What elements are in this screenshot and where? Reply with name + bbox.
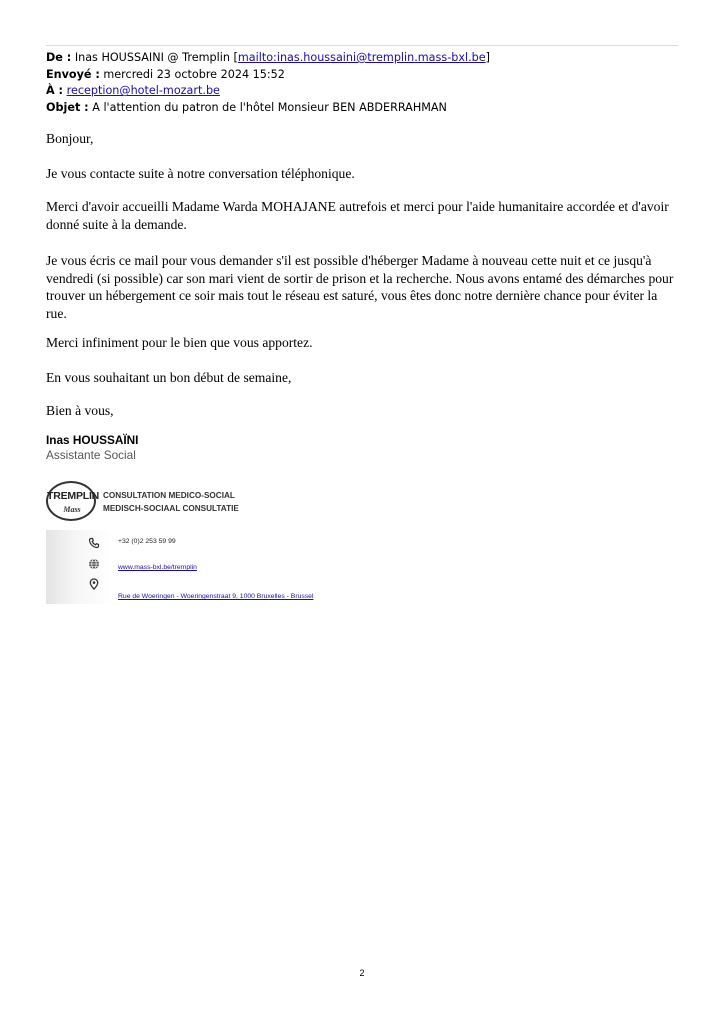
closing-line: Bien à vous, <box>46 403 114 418</box>
website-link[interactable]: www.mass-bxl.be/tremplin <box>118 564 197 571</box>
to-email-link[interactable]: reception@hotel-mozart.be <box>66 84 220 98</box>
logo-line-2: MEDISCH-SOCIAAL CONSULTATIE <box>103 504 239 513</box>
merci-paragraph: Merci infiniment pour le bien que vous apportez. <box>46 335 313 350</box>
request-paragraph: Je vous écris ce mail pour vous demander s'il est possible d'héberger Madame à nouveau cette nuit et ce jusqu'à vendredi (si possible) car son mari vient de sortir de prison et la recherche. Nous avons entamé des démarches pour trouver un hébergement ce soir mais tout le réseau est saturé, vous êtes donc notre dernière chance pour éviter la rue. <box>46 253 674 321</box>
header-divider <box>46 45 678 46</box>
phone-icon <box>88 537 100 549</box>
from-link-open: [ <box>233 51 238 64</box>
page-number: 2 <box>359 968 365 978</box>
sent-label: Envoyé : <box>46 67 100 81</box>
to-row <box>46 83 686 100</box>
phone-number: +32 (0)2 253 59 99 <box>118 538 176 545</box>
logo-word: TREMPLIN <box>47 490 100 502</box>
from-row <box>46 50 686 67</box>
to-label: À : <box>46 84 64 98</box>
logo-line-1: CONSULTATION MEDICO-SOCIAL <box>103 491 235 500</box>
intro-paragraph: Je vous contacte suite à notre conversation téléphonique. <box>46 166 355 181</box>
from-link-close: ] <box>485 51 490 64</box>
signature-name: Inas HOUSSAÏNI <box>46 433 139 447</box>
sent-row <box>46 67 686 84</box>
subject-row <box>46 100 686 117</box>
sent-value: mercredi 23 octobre 2024 15:52 <box>103 67 285 81</box>
thanks-paragraph: Merci d'avoir accueilli Madame Warda MOHAJANE autrefois et merci pour l'aide humanitaire accordée et d'avoir donné suite à la demande. <box>46 199 669 232</box>
from-label: De : <box>46 51 72 64</box>
logo-sub: Mass <box>63 505 81 514</box>
subject-label: Objet : <box>46 101 89 115</box>
wish-paragraph: En vous souhaitant un bon début de semaine, <box>46 370 292 385</box>
signature-side-strip <box>46 530 112 604</box>
location-pin-icon <box>88 578 100 590</box>
signature-role: Assistante Social <box>46 448 136 462</box>
address-link[interactable]: Rue de Woeringen - Woeringenstraat 9, 1000 Bruxelles - Brussel <box>118 593 314 600</box>
subject-value: A l'attention du patron de l'hôtel Monsieur BEN ABDERRAHMAN <box>92 101 447 115</box>
from-value: Inas HOUSSAINI @ Tremplin <box>74 51 230 64</box>
from-mailto-link[interactable]: mailto:inas.houssaini@tremplin.mass-bxl.be <box>237 51 486 64</box>
globe-icon <box>88 558 100 570</box>
email-header <box>46 50 686 117</box>
greeting: Bonjour, <box>46 131 94 146</box>
